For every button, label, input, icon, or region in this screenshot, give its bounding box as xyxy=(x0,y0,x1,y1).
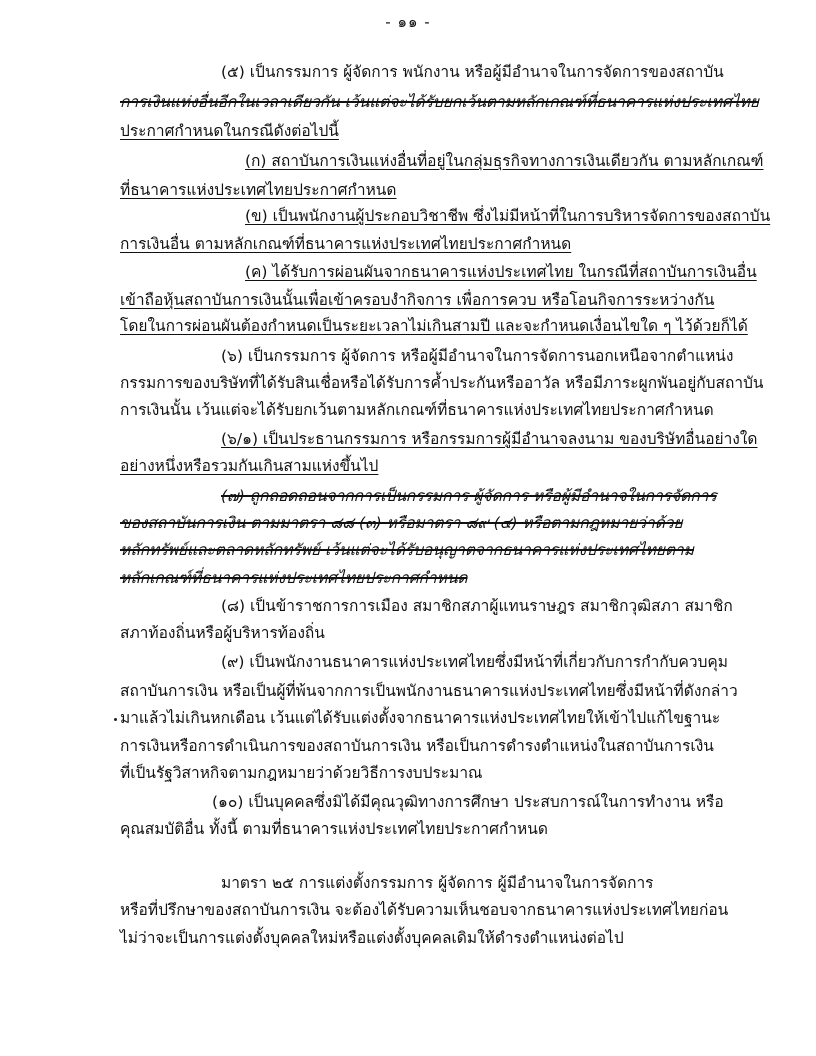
text-line: ที่เป็นรัฐวิสาหกิจตามกฎหมายว่าด้วยวิธีการงบประมาณ xyxy=(120,764,483,782)
text-line: หลักเกณฑ์ที่ธนาคารแห่งประเทศไทยประกาศกำหนด xyxy=(120,569,468,587)
text-line: สภาท้องถิ่นหรือผู้บริหารท้องถิ่น xyxy=(120,624,325,642)
margin-mark xyxy=(114,718,117,721)
text-line: (๙) เป็นพนักงานธนาคารแห่งประเทศไทยซึ่งมีหน้าที่เกี่ยวกับการกำกับควบคุม xyxy=(221,653,728,671)
text-line: อย่างหนึ่งหรือรวมกันเกินสามแห่งขึ้นไป xyxy=(120,457,379,475)
text-line: (๕) เป็นกรรมการ ผู้จัดการ พนักงาน หรือผู้มีอำนาจในการจัดการของสถาบัน xyxy=(221,63,724,81)
text-line: การเงินหรือการดำเนินการของสถาบันการเงิน หรือเป็นการดำรงตำแหน่งในสถาบันการเงิน xyxy=(120,737,714,755)
text-line: (ค) ได้รับการผ่อนผันจากธนาคารแห่งประเทศไทย ในกรณีที่สถาบันการเงินอื่น xyxy=(245,263,757,281)
text-line: มาแล้วไม่เกินหกเดือน เว้นแต่ได้รับแต่งตั้งจากธนาคารแห่งประเทศไทยให้เข้าไปแก้ไขฐานะ xyxy=(120,709,721,727)
text-line: ไม่ว่าจะเป็นการแต่งตั้งบุคคลใหม่หรือแต่งตั้งบุคคลเดิมให้ดำรงตำแหน่งต่อไป xyxy=(120,929,624,947)
section-heading-line: มาตรา ๒๕ การแต่งตั้งกรรมการ ผู้จัดการ ผู้มีอำนาจในการจัดการ xyxy=(221,874,654,892)
text-line: ของสถาบันการเงิน ตามมาตรา ๘๘ (๓) หรือมาตรา ๘๙ (๔) หรือตามกฎหมายว่าด้วย xyxy=(120,514,683,532)
text-line: การเงินแห่งอื่นอีกในเวลาเดียวกัน เว้นแต่จะได้รับยกเว้นตามหลักเกณฑ์ที่ธนาคารแห่งประเทศไทย xyxy=(120,93,759,111)
text-line: หรือที่ปรึกษาของสถาบันการเงิน จะต้องได้รับความเห็นชอบจากธนาคารแห่งประเทศไทยก่อน xyxy=(120,901,729,919)
text-line: หลักทรัพย์และตลาดหลักทรัพย์ เว้นแต่จะได้รับอนุญาตจากธนาคารแห่งประเทศไทยตาม xyxy=(120,541,694,559)
text-line: (ก) สถาบันการเงินแห่งอื่นที่อยู่ในกลุ่มธุรกิจทางการเงินเดียวกัน ตามหลักเกณฑ์ xyxy=(245,152,764,170)
text-line: (ข) เป็นพนักงานผู้ประกอบวิชาชีพ ซึ่งไม่มีหน้าที่ในการบริหารจัดการของสถาบัน xyxy=(245,207,771,225)
text-line: คุณสมบัติอื่น ทั้งนี้ ตามที่ธนาคารแห่งประเทศไทยประกาศกำหนด xyxy=(120,820,548,838)
text-line: ที่ธนาคารแห่งประเทศไทยประกาศกำหนด xyxy=(120,181,397,199)
text-line: กรรมการของบริษัทที่ได้รับสินเชื่อหรือได้รับการค้ำประกันหรืออาวัล หรือมีภาระผูกพันอยู่กับสถาบัน xyxy=(120,374,764,392)
text-line: (๑๐) เป็นบุคคลซึ่งมิได้มีคุณวุฒิทางการศึกษา ประสบการณ์ในการทำงาน หรือ xyxy=(212,793,724,811)
text-line: เข้าถือหุ้นสถาบันการเงินนั้นเพื่อเข้าครอบงำกิจการ เพื่อการควบ หรือโอนกิจการระหว่างกัน xyxy=(120,291,715,309)
text-line: (๖) เป็นกรรมการ ผู้จัดการ หรือผู้มีอำนาจในการจัดการนอกเหนือจากตำแหน่ง xyxy=(221,347,734,365)
text-line: การเงินอื่น ตามหลักเกณฑ์ที่ธนาคารแห่งประเทศไทยประกาศกำหนด xyxy=(120,235,572,253)
text-line: (๖/๑) เป็นประธานกรรมการ หรือกรรมการผู้มีอำนาจลงนาม ของบริษัทอื่นอย่างใด xyxy=(221,430,758,448)
text-line: โดยในการผ่อนผันต้องกำหนดเป็นระยะเวลาไม่เกินสามปี และจะกำหนดเงื่อนไขใด ๆ ไว้ด้วยก็ได้ xyxy=(120,317,748,335)
text-line: สถาบันการเงิน หรือเป็นผู้ที่พ้นจากการเป็นพนักงานธนาคารแห่งประเทศไทยซึ่งมีหน้าที่ดังกล่าว xyxy=(120,682,738,700)
text-line: (๗) ถูกถอดถอนจากการเป็นกรรมการ ผู้จัดการ หรือผู้มีอำนาจในการจัดการ xyxy=(221,487,717,505)
text-line: ประกาศกำหนดในกรณีดังต่อไปนี้ xyxy=(120,122,339,140)
page-number: - ๑๑ - xyxy=(385,13,431,31)
text-line: การเงินนั้น เว้นแต่จะได้รับยกเว้นตามหลักเกณฑ์ที่ธนาคารแห่งประเทศไทยประกาศกำหนด xyxy=(120,401,714,419)
text-line: (๘) เป็นข้าราชการการเมือง สมาชิกสภาผู้แทนราษฎร สมาชิกวุฒิสภา สมาชิก xyxy=(221,597,733,615)
